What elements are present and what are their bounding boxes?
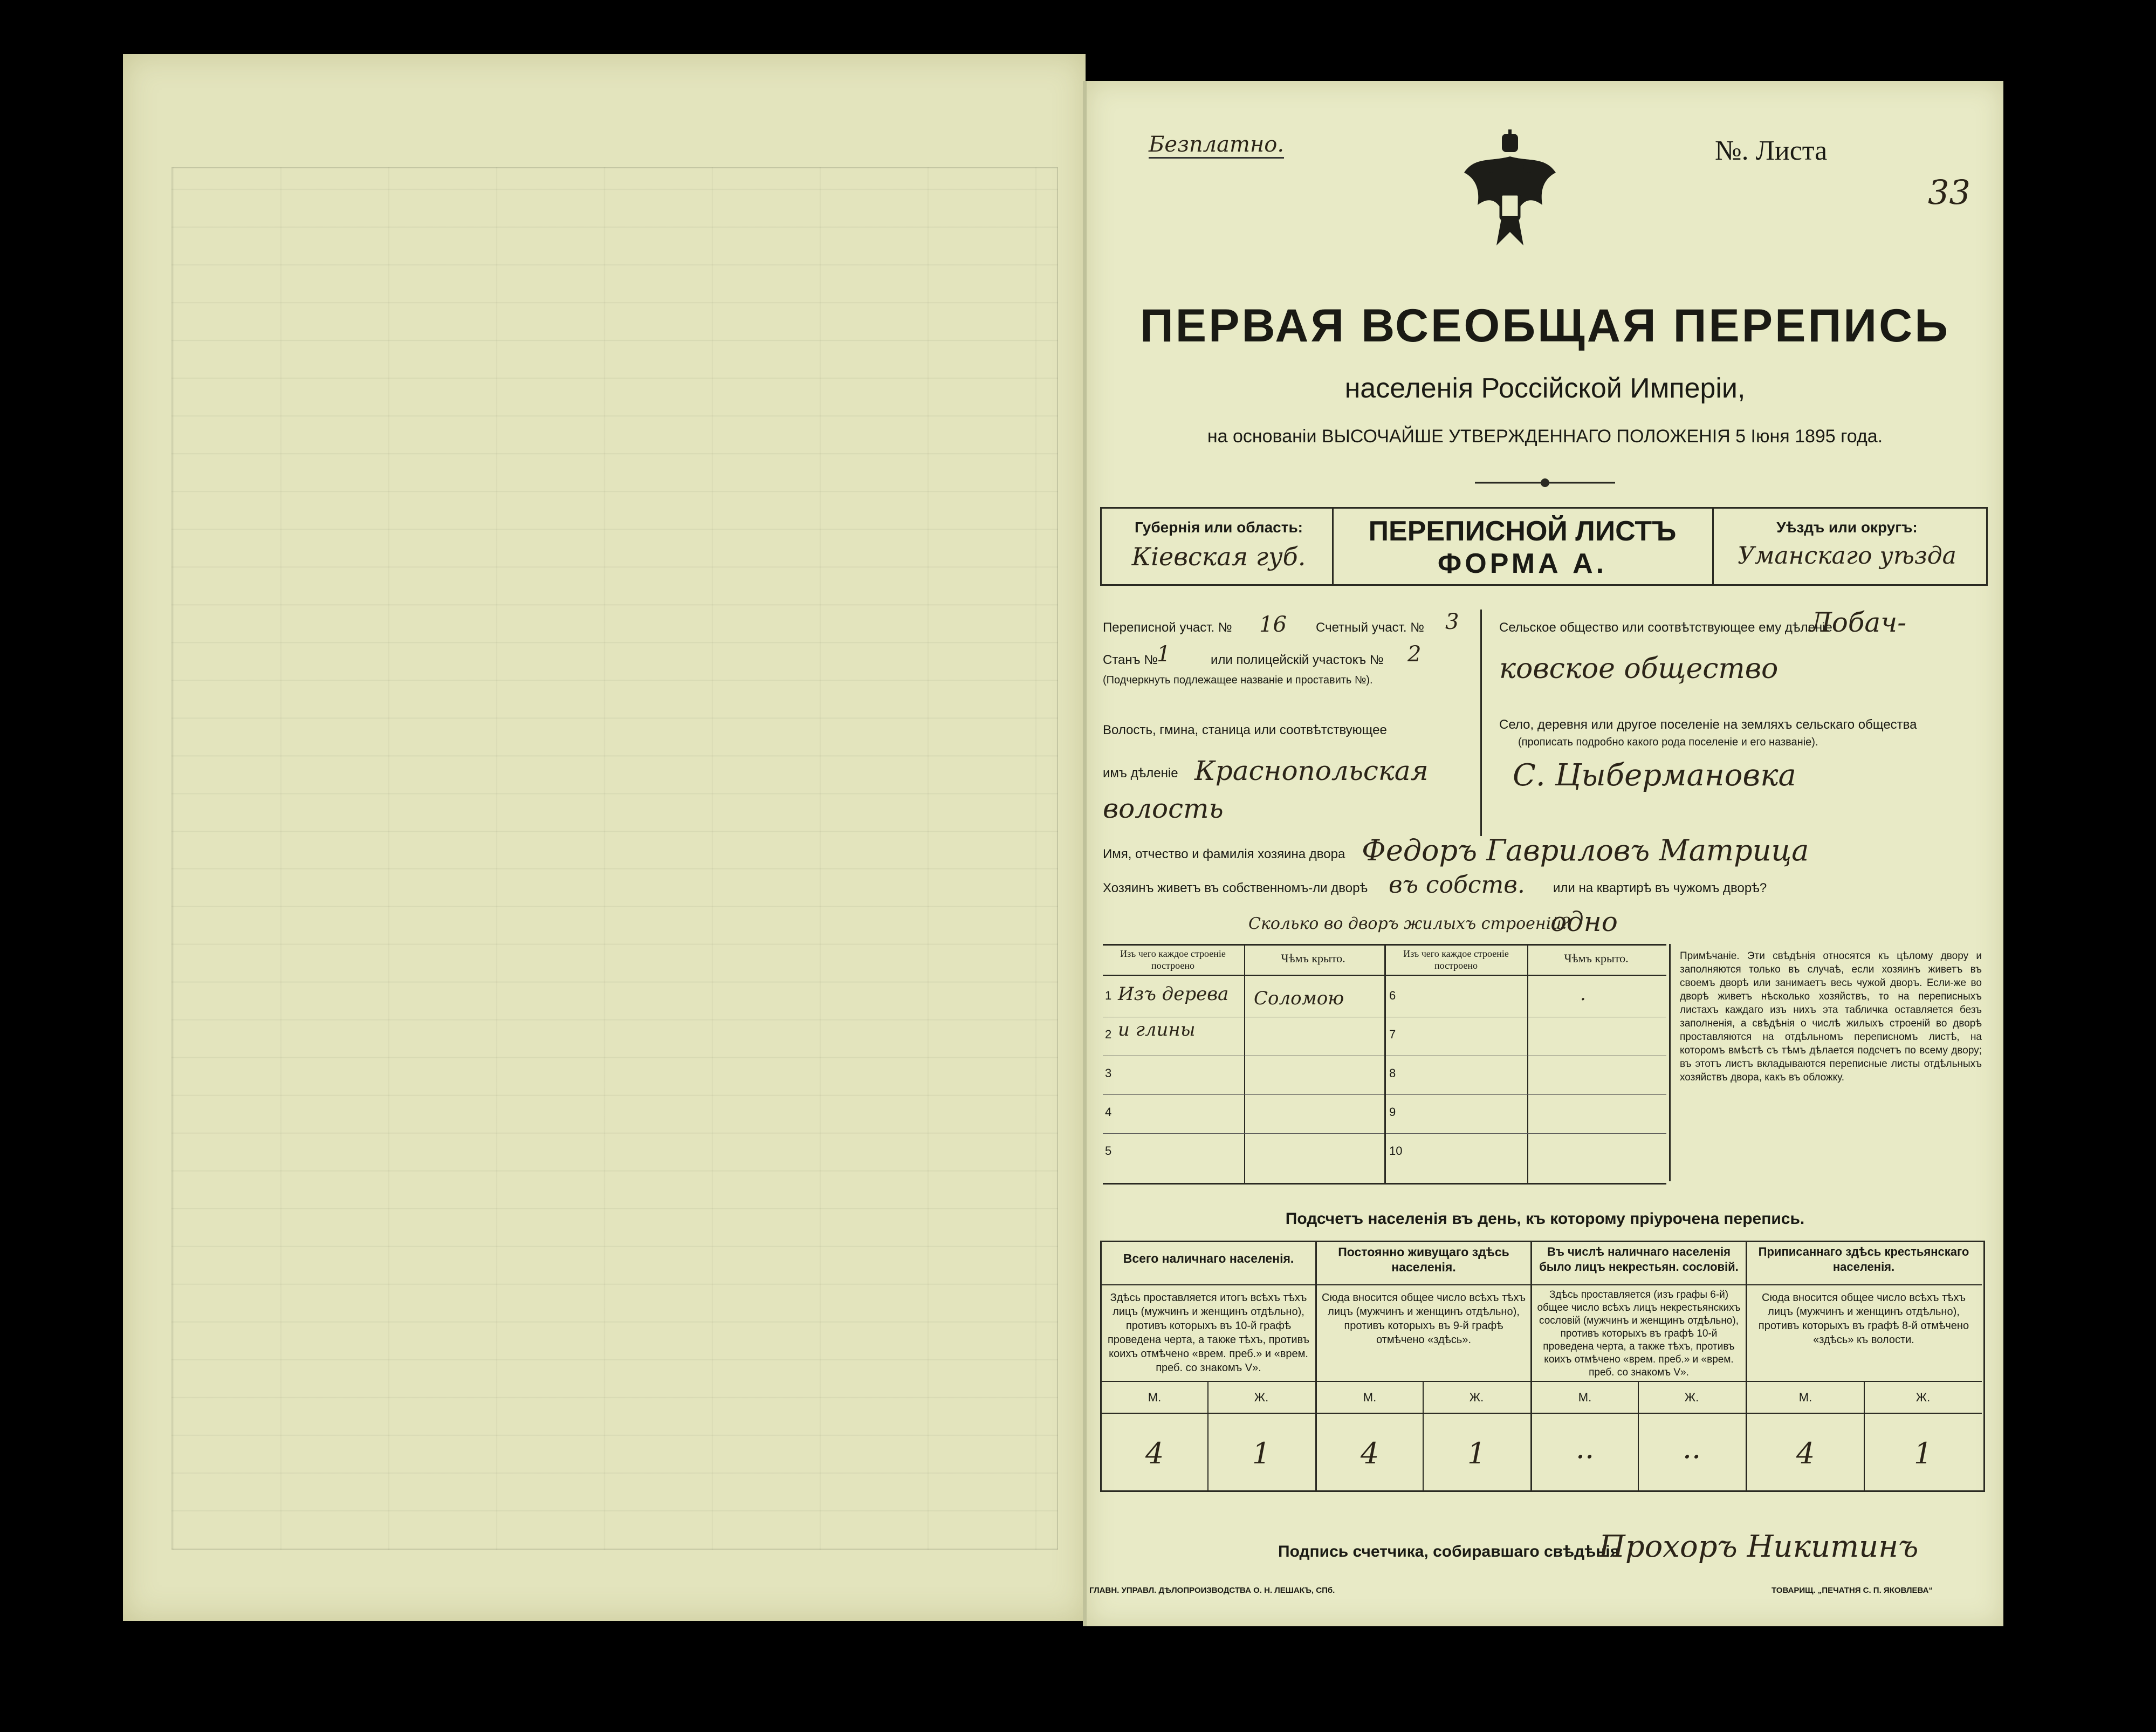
- table-row: 3: [1103, 1056, 1384, 1095]
- buildings-label: Сколько во дворъ жилыхъ строеній?: [1248, 914, 1570, 933]
- roof-cell: Соломою: [1254, 988, 1344, 1009]
- population-col-registered: Приписаннаго здѣсь крестьянскаго населенія. Сюда вносится общее число всѣхъ тѣхъ лицъ (мужчинъ и женщинъ отдѣльно), противъ которыхъ въ графѣ 8-й отмѣчено «здѣсь» къ волости. М. Ж. 4 1: [1747, 1242, 1982, 1490]
- volost-value-2: волость: [1103, 793, 1224, 824]
- roof-cell: .: [1580, 983, 1586, 1005]
- left-page: [123, 54, 1086, 1621]
- imperial-eagle-emblem: [1459, 129, 1561, 264]
- stan-label: Станъ №: [1103, 653, 1158, 667]
- table-row: 6 .: [1386, 978, 1666, 1017]
- village-label: Село, деревня или другое поселеніе на земляхъ сельскаго общества: [1499, 717, 1917, 732]
- permanent-male-value: 4: [1360, 1436, 1379, 1470]
- volost-value: Краснопольская: [1194, 755, 1429, 786]
- total-female-value: 1: [1252, 1436, 1271, 1470]
- table-row: 8: [1386, 1056, 1666, 1095]
- police-value: 2: [1407, 642, 1422, 667]
- district-value: Уманскаго уѣзда: [1738, 542, 1956, 570]
- police-label: или полицейскій участокъ №: [1211, 653, 1384, 667]
- signature-value: Прохоръ Никитинъ: [1599, 1529, 1919, 1564]
- col-material-header: Изъ чего каждое строеніе построено: [1120, 948, 1226, 971]
- population-col-permanent: Постоянно живущаго здѣсь населенія. Сюда вносится общее число всѣхъ тѣхъ лицъ (мужчинъ и женщинъ отдѣльно), противъ которыхъ въ 9-й графѣ отмѣчено «здѣсь». М. Ж. 4 1: [1317, 1242, 1532, 1490]
- village-note: (прописать подробно какого рода поселеніе и его названіе).: [1518, 736, 1818, 748]
- imprint-left: ГЛАВН. УПРАВЛ. ДѢЛОПРОИЗВОДСТВА О. Н. ЛЕШАКЪ, СПб.: [1089, 1586, 1335, 1595]
- permanent-female-value: 1: [1467, 1436, 1486, 1470]
- stan-value: 1: [1157, 642, 1171, 667]
- province-value: Кіевская губ.: [1131, 542, 1306, 571]
- population-title: Подсчетъ населенія въ день, къ которому пріурочена перепись.: [1285, 1210, 1805, 1228]
- village-value: С. Цыбермановка: [1513, 758, 1796, 793]
- count-district-value: 3: [1445, 610, 1459, 634]
- census-form-page: [1087, 81, 2003, 1626]
- material-cell: Изъ дерева: [1118, 983, 1229, 1005]
- volost-label-2: имъ дѣленіе: [1103, 766, 1178, 781]
- col-roof-header-2: Чѣмъ крыто.: [1564, 951, 1629, 965]
- sheet-number-label: №. Листа: [1715, 135, 1828, 166]
- ornament-divider: [1475, 477, 1615, 488]
- col-material-header-2: Изъ чего каждое строеніе построено: [1403, 948, 1509, 971]
- lives-label: Хозяинъ живетъ въ собственномъ-ли дворѣ: [1103, 881, 1368, 895]
- society-value-2: ковское общество: [1499, 653, 1779, 685]
- material-cell: и глины: [1118, 1019, 1196, 1040]
- buildings-table: [1103, 944, 1666, 1185]
- volost-label: Волость, гмина, станица или соотвѣтствующее: [1103, 723, 1387, 737]
- total-male-value: 4: [1145, 1436, 1164, 1470]
- non-peasant-female-value: ..: [1682, 1431, 1701, 1465]
- free-label: Безплатно.: [1149, 132, 1284, 159]
- form-legal-basis: на основаніи ВЫСОЧАЙШЕ УТВЕРЖДЕННАГО ПОЛОЖЕНІЯ 5 Іюня 1895 года.: [1207, 426, 1883, 447]
- population-table: [1100, 1241, 1985, 1492]
- table-row: 7: [1386, 1017, 1666, 1056]
- table-row: 5: [1105, 1144, 1112, 1158]
- imprint-right: ТОВАРИЩ. „ПЕЧАТНЯ С. П. ЯКОВЛЕВА“: [1772, 1586, 1933, 1595]
- buildings-table-right: [1386, 946, 1666, 1183]
- table-row: 4: [1103, 1094, 1384, 1134]
- buildings-note: Примѣчаніе. Эти свѣдѣнія относятся къ цѣлому двору и заполняются только въ случаѣ, если хозяинъ живетъ въ своемъ дворѣ или занимаетъ весь чужой дворъ. Если-же во дворѣ живетъ нѣсколько хозяйствъ, то на переписныхъ листахъ каждаго изъ нихъ эта табличка оставляется безъ заполненія, а свѣдѣнія о числѣ жилыхъ строеній во дворѣ проставляются на отдѣльномъ переписномъ листѣ, на которомъ вмѣстѣ съ тѣмъ дѣлается подсчетъ по всему двору; въ этотъ листъ вкладываются переписные листы отдѣльныхъ хозяйствъ двора, какъ въ обложку.: [1680, 950, 1982, 1083]
- col-roof-header: Чѣмъ крыто.: [1281, 951, 1345, 965]
- form-subtitle: населенія Россійской Имперіи,: [1344, 373, 1746, 404]
- census-district-label: Переписной участ. №: [1103, 620, 1232, 635]
- province-label: Губернія или область:: [1134, 519, 1303, 536]
- left-page-faint-grid: [171, 167, 1058, 1550]
- lives-label-2: или на квартирѣ въ чужомъ дворѣ?: [1553, 881, 1767, 895]
- registered-male-value: 4: [1796, 1436, 1815, 1470]
- census-district-value: 16: [1259, 612, 1287, 637]
- form-title-line2: ФОРМА А.: [1437, 548, 1608, 579]
- table-row: 1 Изъ дерева Соломою: [1103, 978, 1384, 1017]
- owner-label: Имя, отчество и фамилія хозяина двора: [1103, 847, 1345, 861]
- population-col-total: Всего наличнаго населенія. Здѣсь проставляется итогъ всѣхъ тѣхъ лицъ (мужчинъ и женщинъ отдѣльно), противъ которыхъ въ 10-й графѣ проведена черта, а также тѣхъ, противъ коихъ отмѣчено «врем. преб.» и «врем. преб. со знакомъ V». М. Ж. 4 1: [1102, 1242, 1317, 1490]
- owner-value: Федоръ Гавриловъ Матрица: [1362, 833, 1809, 867]
- table-row: 2 и глины: [1103, 1017, 1384, 1056]
- society-label: Сельское общество или соотвѣтствующее ему дѣленіе: [1499, 620, 1832, 635]
- sheet-number-value: 33: [1928, 173, 1970, 212]
- table-row: 9: [1386, 1094, 1666, 1134]
- table-row: 10: [1389, 1144, 1403, 1158]
- lives-value: въ собств.: [1389, 871, 1525, 899]
- buildings-value: одно: [1550, 906, 1618, 937]
- non-peasant-male-value: ..: [1575, 1431, 1595, 1465]
- form-title-line1: ПЕРЕПИСНОЙ ЛИСТЪ: [1368, 516, 1677, 547]
- form-main-title: ПЕРВАЯ ВСЕОБЩАЯ ПЕРЕПИСЬ: [1139, 300, 1951, 352]
- count-district-label: Счетный участ. №: [1316, 620, 1424, 635]
- registered-female-value: 1: [1913, 1436, 1933, 1470]
- stan-note: (Подчеркнуть подлежащее названіе и проставить №).: [1103, 674, 1373, 686]
- signature-label: Подпись счетчика, собиравшаго свѣдѣнія: [1278, 1543, 1620, 1560]
- population-col-non-peasant: Въ числѣ наличнаго населенія было лицъ некрестьян. сословій. Здѣсь проставляется (изъ графы 6-й) общее число всѣхъ лицъ некрестьянскихъ сословій (мужчинъ и женщинъ отдѣльно), противъ которыхъ въ графѣ 10-й проведена черта, а также тѣхъ, противъ коихъ отмѣчено «врем. преб.» и «врем. преб. со знакомъ V». М. Ж. .. ..: [1532, 1242, 1747, 1490]
- society-value: Лобач-: [1809, 607, 1907, 638]
- buildings-table-left: [1103, 946, 1386, 1183]
- district-label: Уѣздъ или округъ:: [1776, 519, 1918, 536]
